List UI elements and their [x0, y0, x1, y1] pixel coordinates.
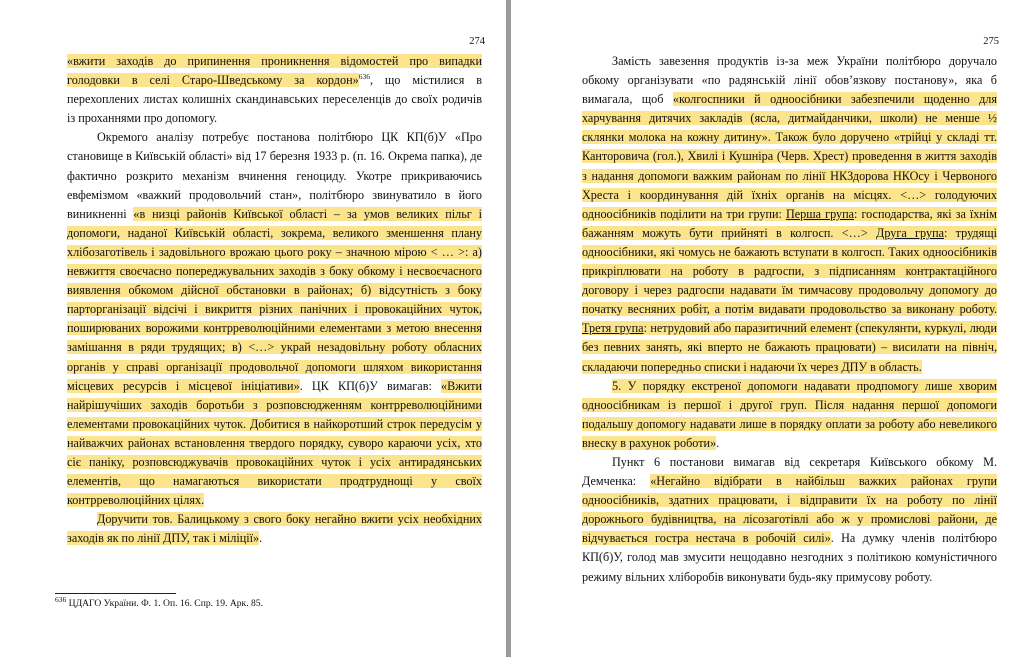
group-two-label: Друга група	[876, 225, 944, 240]
footnote	[55, 594, 475, 610]
highlighted-underlined-term	[876, 226, 944, 240]
paragraph-2	[67, 128, 482, 510]
highlighted-quote: : нетрудовий або паразитичний елемент (спекулянти, куркулі, люди без певних занять, які вперто не бажають працювати) – висилати на північ, складаючи попередньо списки і надаючи їх через ДПУ в область.	[582, 321, 997, 374]
highlighted-quote: «в низці районів Київської області – за умов великих пільг і допомоги, наданої Київській області, зокрема, великого зменшення плану хлібозаготівель і задовільного врожаю цього року – значною мірою < … >: а) невжиття своєчасно попереджувальних заходів з боку обкому і несвоєчасного виявлення обкомом дійсної обстановки в районах; б) відсутність з боку парторганізації відсічі і викриття різних панічних і провокаційних чуток, поширюваних ворожими контрреволюційними елементами з метою внесення замішання в ряди трудящих; в) <…> украй незадовільну роботу обласних органів у справі організації продовольчої допомоги шляхом використання місцевих ресурсів і місцевої ініціативи»	[67, 206, 482, 393]
group-one-label: Перша група	[785, 206, 855, 221]
paragraph-2	[582, 377, 997, 453]
paragraph-1	[67, 52, 482, 128]
highlighted-quote: «вжити заходів до припинення проникнення відомостей про випадки голодовки в селі Старо-Шведському за кордон»	[67, 54, 482, 88]
footnote-separator	[55, 593, 176, 594]
footnote-number: 636	[55, 594, 67, 604]
paragraph-text: .	[716, 435, 720, 450]
paragraph-text: , що містилися в перехоплених листах колишніх скандинавських переселенців до своїх родичів із проханнями про допомогу.	[67, 73, 482, 126]
page-number: 275	[983, 36, 999, 47]
page-number: 274	[469, 36, 485, 47]
paragraph-1	[582, 52, 997, 377]
group-three-label: Третя група	[582, 321, 644, 336]
page-274	[0, 0, 506, 657]
paragraph-text: . На думку членів політбюро КП(б)У, голод мав змусити нещодавно незгодних з політикою комуністичного режиму вільних хліборобів виконувати будь-яку примусову роботу.	[582, 531, 997, 584]
highlighted-underlined-term	[582, 321, 644, 335]
page-body	[67, 52, 482, 548]
highlighted-quote: Доручити тов. Балицькому з свого боку негайно вжити усіх необхідних заходів як по лінії ДПУ, так і міліції»	[67, 512, 482, 546]
highlighted-underlined-term	[786, 207, 854, 221]
highlighted-quote: «Вжити найрішучіших заходів боротьби з розповсюдженням контрреволюційними елементами провокаційних чуток. Добитися в найкоротший строк передусім у найважчих районах встановлення твердого порядку, суворо караючи усіх, хто сіє паніку, розповсюджувачів провокаційних чуток і усіх антирадянських елементів, що намагаються використати продтруднощі у своїх контрреволюційних цілях.	[67, 378, 482, 508]
footnote-text: ЦДАГО України. Ф. 1. Оп. 16. Спр. 19. Арк. 85.	[66, 598, 263, 609]
paragraph-text: Пункт 6 постанови вимагав від секретаря Київського обкому М. Демченка:	[582, 454, 997, 489]
footnote-reference[interactable]: 636	[358, 72, 370, 82]
paragraph-text: . ЦК КП(б)У вимагав:	[299, 378, 441, 393]
paragraph-3	[582, 453, 997, 587]
paragraph-text: Окремого аналізу потребує постанова політбюро ЦК КП(б)У «Про становище в Київській області» від 17 березня 1933 р. (п. 16. Окрема папка), де фактично розкрито механізм вчинення геноциду. Укотре прикриваючись евфемізмом «важкий продовольчий стан», політбюро звинуватило в його виникненні	[67, 130, 482, 221]
page-275	[511, 0, 1024, 657]
highlighted-quote: : господарства, які за їхнім бажанням можуть бути прийняті в колгосп. <…>	[582, 206, 997, 240]
highlighted-quote: 5. У порядку екстреної допомоги надавати продпомогу лише хворим одноосібникам із першої і другої груп. Після надання першої допомоги подальшу допомогу надавати лише в порядку оплати за роботу або невеликого внеску в рахунок роботи»	[582, 378, 997, 450]
paragraph-text: .	[259, 531, 263, 546]
page-body	[582, 52, 997, 587]
highlighted-quote: «колгоспники й одноосібники забезпечили щоденно для харчування дитячих закладів (ясла, дитмайданчики, школи) не менше ½ склянки молока на кожну дитину». Також було доручено «трійці у складі тт. Канторовича (гол.), Хвилі і Кушніра (Черв. Хрест) проведення в життя заходів з надання допомоги важким районам по лінії НКЗдорова НКОсу і Червоного Хреста і координування дій їхніх органів на місцях. <…> голодуючих одноосібників поділити на три групи:	[582, 92, 997, 221]
highlighted-quote: : трудящі одноосібники, які чомусь не бажають вступати в колгосп. Таких одноосібників прикріплювати на роботу в радгоспи, з підписанням контрактаційного договору і через радгоспи надавати їм тимчасову продовольчу допомогу до початку весняних робіт, а потім видавати продовольство за виконану роботу.	[582, 225, 997, 317]
paragraph-text: Замість завезення продуктів із-за меж України політбюро доручало обкому організувати «по радянській лінії обов’язкову постанову», яка б вимагала, щоб	[582, 54, 997, 107]
highlighted-quote: «Негайно відібрати в найбільш важких районах групи одноосібників, здатних працювати, і відправити їх на роботу по лінії дорожнього будівництва, на лісозаготівлі або ж у промислові райони, де відчувається гостра нестача в робочій силі»	[582, 474, 997, 546]
paragraph-3	[67, 510, 482, 548]
